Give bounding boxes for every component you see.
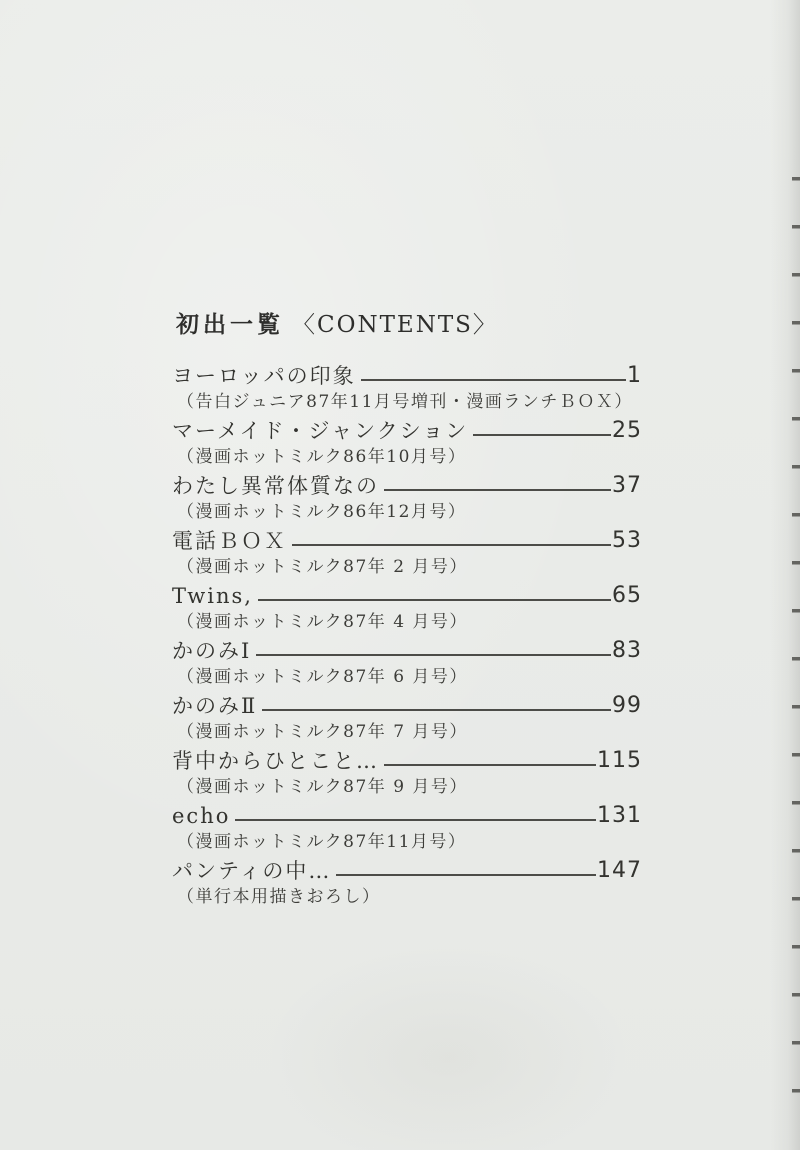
entry-title: パンティの中… (172, 859, 332, 883)
entry-page-number: 131 (597, 803, 642, 828)
leader-line (258, 599, 611, 601)
toc-entry (172, 580, 642, 635)
toc-entry (172, 470, 642, 525)
entry-title: マーメイド・ジャンクション (172, 419, 469, 443)
entry-title: echo (172, 804, 231, 828)
leader-line (336, 874, 596, 876)
toc-entry-row (172, 800, 642, 827)
leader-line (361, 379, 626, 381)
contents-heading-en: 〈CONTENTS〉 (292, 312, 498, 338)
toc-entry-row (172, 415, 642, 442)
entry-source: （告白ジュニア87年11月号増刊・漫画ランチＢＯＸ） (177, 392, 633, 412)
entry-source: （漫画ホットミルク87年 6 月号） (177, 667, 468, 687)
entry-source: （漫画ホットミルク87年 4 月号） (177, 612, 468, 632)
toc-entry-row (172, 635, 642, 662)
toc-entry-row (172, 360, 642, 387)
entry-title: Twins, (172, 584, 253, 608)
leader-line (262, 709, 611, 711)
toc-entry (172, 525, 642, 580)
toc-entry (172, 745, 642, 800)
entry-page-number: 53 (612, 528, 642, 553)
entry-source: （漫画ホットミルク87年 2 月号） (177, 557, 468, 577)
toc-entry (172, 415, 642, 470)
toc-entry (172, 690, 642, 745)
entry-page-number: 25 (612, 418, 642, 443)
toc-entry-row (172, 525, 642, 552)
entry-page-number: 147 (597, 858, 642, 883)
entry-title: かのみⅠ (172, 639, 252, 663)
toc-entry (172, 635, 642, 690)
entry-page-number: 37 (612, 473, 642, 498)
entry-page-number: 83 (612, 638, 642, 663)
entry-title: 電話ＢＯＸ (172, 529, 287, 553)
toc-entry-row (172, 855, 642, 882)
leader-line (235, 819, 596, 821)
toc-entry-row (172, 690, 642, 717)
entry-source: （漫画ホットミルク87年 9 月号） (177, 777, 468, 797)
entry-title: わたし異常体質なの (172, 474, 379, 498)
entry-title: かのみⅡ (172, 694, 258, 718)
toc-entry-row (172, 580, 642, 607)
table-of-contents (172, 360, 642, 910)
entry-source: （単行本用描きおろし） (177, 887, 381, 907)
leader-line (384, 764, 596, 766)
entry-source: （漫画ホットミルク87年 7 月号） (177, 722, 468, 742)
contents-heading (176, 306, 498, 339)
entry-source: （漫画ホットミルク86年12月号） (177, 502, 467, 522)
toc-entry-row (172, 470, 642, 497)
entry-title: 背中からひとこと… (172, 749, 379, 773)
leader-line (473, 434, 611, 436)
entry-page-number: 1 (627, 363, 642, 388)
contents-heading-jp: 初出一覧 (176, 311, 284, 337)
leader-line (292, 544, 611, 546)
entry-title: ヨーロッパの印象 (172, 364, 356, 388)
entry-page-number: 99 (612, 693, 642, 718)
leader-line (256, 654, 611, 656)
toc-entry (172, 800, 642, 855)
toc-entry-row (172, 745, 642, 772)
entry-page-number: 65 (612, 583, 642, 608)
entry-source: （漫画ホットミルク87年11月号） (177, 832, 467, 852)
entry-page-number: 115 (597, 748, 642, 773)
page-edge-marks (792, 133, 800, 1123)
toc-entry (172, 855, 642, 910)
toc-entry (172, 360, 642, 415)
leader-line (384, 489, 611, 491)
entry-source: （漫画ホットミルク86年10月号） (177, 447, 467, 467)
